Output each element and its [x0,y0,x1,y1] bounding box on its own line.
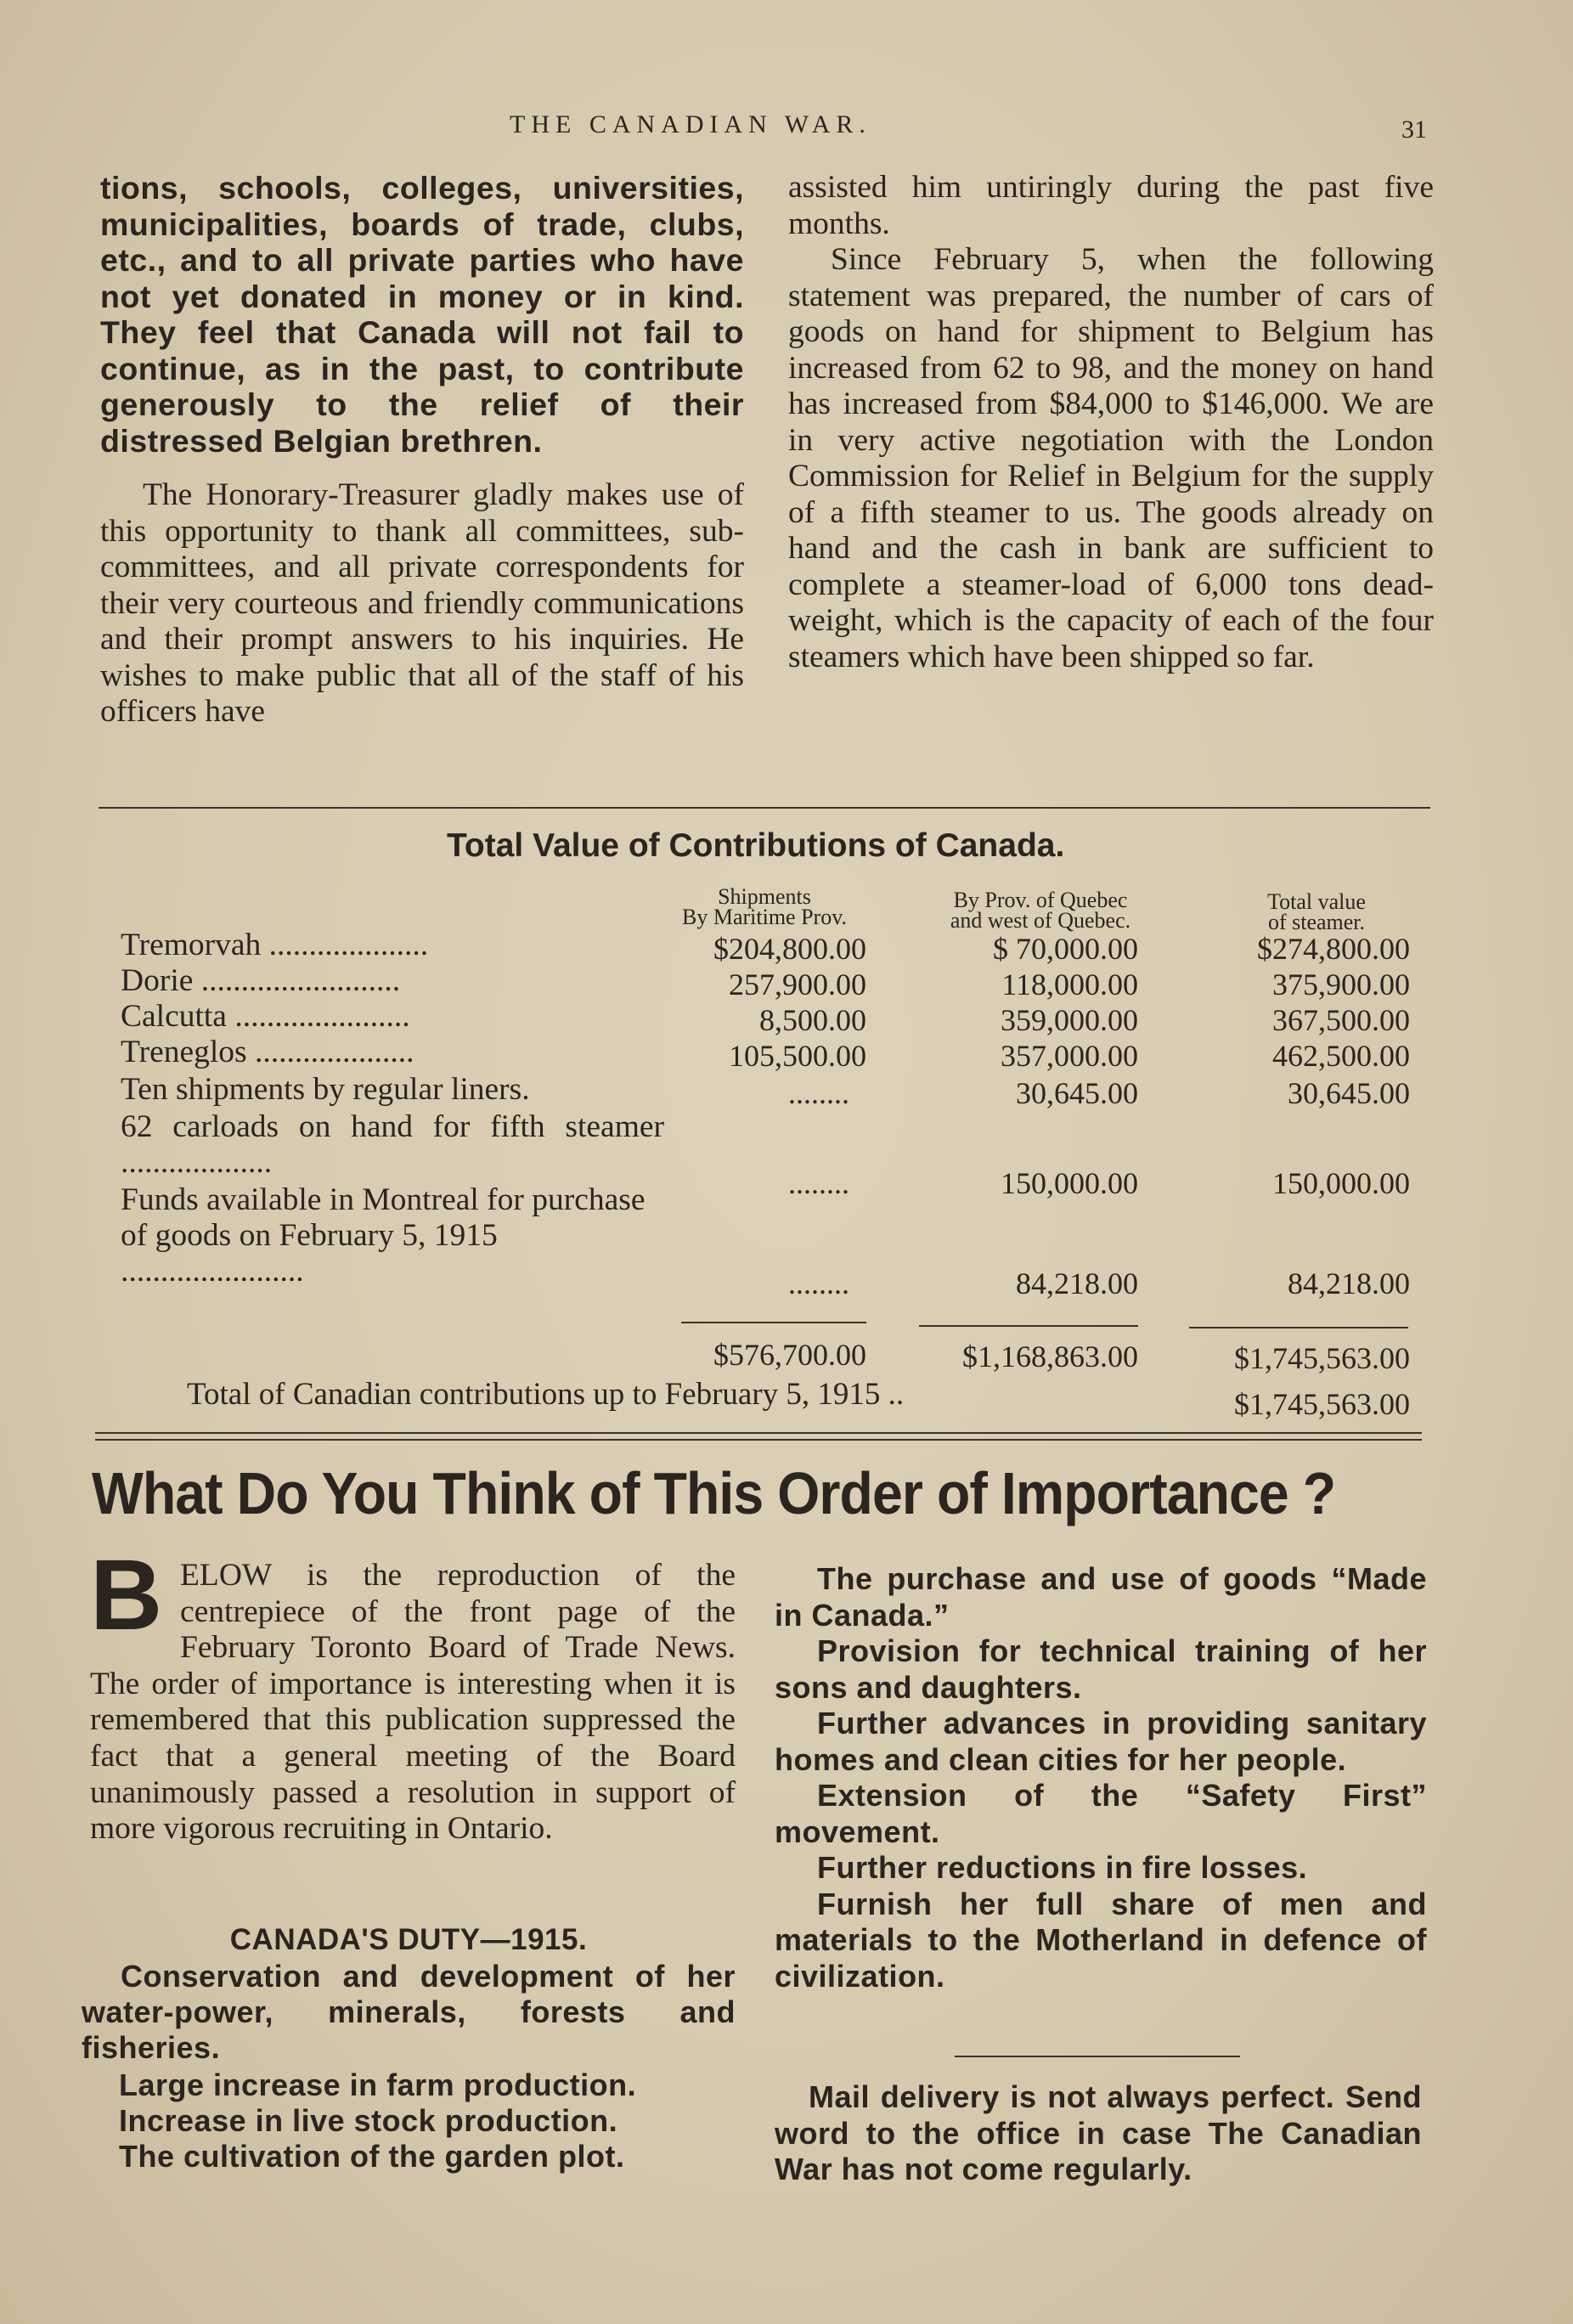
table-cell: 357,000.00 [1001,1039,1138,1073]
table-cell: 84,218.00 [1016,1266,1138,1300]
table-row-label: Funds available in Montreal for purchase of goods on February 5, 1915 ....................... [121,1182,646,1289]
table-cell: 359,000.00 [1001,1003,1138,1037]
table-cell: $274,800.00 [1257,932,1410,966]
header-total-line1: Total value [1267,889,1366,914]
table-cell: $ 70,000.00 [993,932,1138,966]
grand-total-label: Total of Canadian contributions up to February 5, 1915 .. [187,1377,905,1412]
table-row-label: Treneglos .................... [121,1035,414,1069]
table-cell: ........ [788,1076,849,1110]
left-item: The cultivation of the garden plot. [119,2139,625,2174]
table-cell: 150,000.00 [1001,1166,1138,1200]
table-cell: 462,500.00 [1272,1039,1410,1073]
header-quebec-line2: and west of Quebec. [950,908,1131,933]
section-divider [99,807,1430,809]
double-rule-top [95,1432,1422,1434]
intro-text: ELOW is the reproduction of the centrepiece of the front page of the February Toronto Board of Trade News. The order of importance is interesting when it is remembered that this publication suppressed the fact that a general meeting of the Board unanimously passed a resolution in support of more vigorous recruiting in Ontario. [90,1558,736,1847]
table-title: Total Value of Contributions of Canada. [447,827,1065,864]
table-cell: 8,500.00 [759,1003,866,1037]
table-row-label: 62 carloads on hand for fifth steamer ................... [121,1109,664,1180]
header-maritime-line1: Shipments [718,884,811,909]
article-headline: What Do You Think of This Order of Importance ? [92,1460,1336,1526]
right-paragraph-2: Since February 5, when the following statement was prepared, the number of cars of goods on hand for shipment to Belgium has increased from 62 to 98, and the money on hand has increased from $84,000 to $146,000. We are in very active negotiation with the London Commission for Relief in Belgium for the supply of a fifth steamer to us. The goods already on hand and the cash in bank are sufficient to complete a steamer-load of 6,000 tons dead-weight, which is the capacity of each of the four steamers which have been shipped so far. [788,242,1434,674]
table-row-label: Tremorvah .................... [121,928,429,962]
drop-cap: B [90,1539,163,1651]
left-item: Conservation and development of her water-power, minerals, forests and fisheries. [82,1959,736,2065]
table-cell: 118,000.00 [1001,967,1138,1001]
right-item: Extension of the “Safety First” movement. [775,1778,1427,1849]
header-maritime [629,884,900,929]
right-items-list [775,1561,1427,1994]
table-cell: 367,500.00 [1272,1003,1410,1037]
table-row-label: Dorie ......................... [121,963,401,998]
table-cell: 30,645.00 [1288,1076,1410,1110]
total-quebec: $1,168,863.00 [962,1340,1138,1374]
table-cell: 84,218.00 [1288,1266,1410,1300]
table-row-label: Ten shipments by regular liners. [121,1072,530,1107]
drop-cap-spacer [90,1558,180,1658]
table-cell: ........ [788,1166,849,1200]
page-number: 31 [1401,116,1427,144]
table-row-label: Calcutta ...................... [121,999,410,1034]
header-quebec-line1: By Prov. of Quebec [953,888,1128,912]
left-item: Increase in live stock production. [119,2103,618,2138]
top-article-left-column-2 [100,477,744,730]
top-article-left-column [100,170,744,459]
duty-heading: CANADA'S DUTY—1915. [229,1923,588,1956]
left-paragraph-1: tions, schools, colleges, universities, municipalities, boards of trade, clubs, etc., and to all private parties who have not yet donated in money or in kind. They feel that Canada will not fail to continue, as in the past, to contribute generously to the relief of their distressed Belgian brethren. [100,170,744,459]
notice-divider [955,2056,1240,2057]
total-steamer: $1,745,563.00 [1234,1341,1410,1375]
total-rule-quebec [919,1325,1138,1327]
table-cell: 375,900.00 [1272,967,1410,1001]
table-cell: 30,645.00 [1016,1076,1138,1110]
left-paragraph-2: The Honorary-Treasurer gladly makes use of this opportunity to thank all committees, sub-committees, and all private correspondents for their very courteous and friendly communications and their prompt answers to his inquiries. He wishes to make public that all of the staff of his officers have [100,477,744,729]
header-total-line2: of steamer. [1267,910,1366,934]
right-item: Further reductions in fire losses. [817,1850,1308,1885]
total-maritime: $576,700.00 [713,1338,866,1372]
table-cell: 257,900.00 [729,967,866,1001]
double-rule-bottom [95,1439,1422,1441]
table-cell: 105,500.00 [729,1039,866,1073]
header-quebec [909,890,1172,931]
total-rule-maritime [681,1322,866,1323]
table-cell: $204,800.00 [713,932,866,966]
right-item: Provision for technical training of her sons and daughters. [775,1633,1427,1705]
header-maritime-line2: By Maritime Prov. [681,905,848,929]
left-item: Large increase in farm production. [119,2067,637,2102]
right-item: Furnish her full share of men and materials to the Motherland in defence of civilization. [775,1886,1427,1994]
right-paragraph-1: assisted him untiringly during the past five months. [788,170,1434,241]
right-item: Further advances in providing sanitary homes and clean cities for her people. [775,1706,1427,1777]
top-article-right-column [788,170,1434,675]
table-cell: 150,000.00 [1272,1166,1410,1200]
grand-total-value: $1,745,563.00 [1234,1387,1410,1421]
table-cell: ........ [788,1266,849,1300]
right-item: The purchase and use of goods “Made in Canada.” [775,1561,1427,1633]
header-total [1223,889,1410,934]
running-title: THE CANADIAN WAR. [510,110,871,138]
total-rule-total [1189,1327,1408,1328]
intro-paragraph [90,1558,736,1847]
mail-notice: Mail delivery is not always perfect. Send word to the office in case The Canadian War has not come regularly. [775,2079,1422,2186]
